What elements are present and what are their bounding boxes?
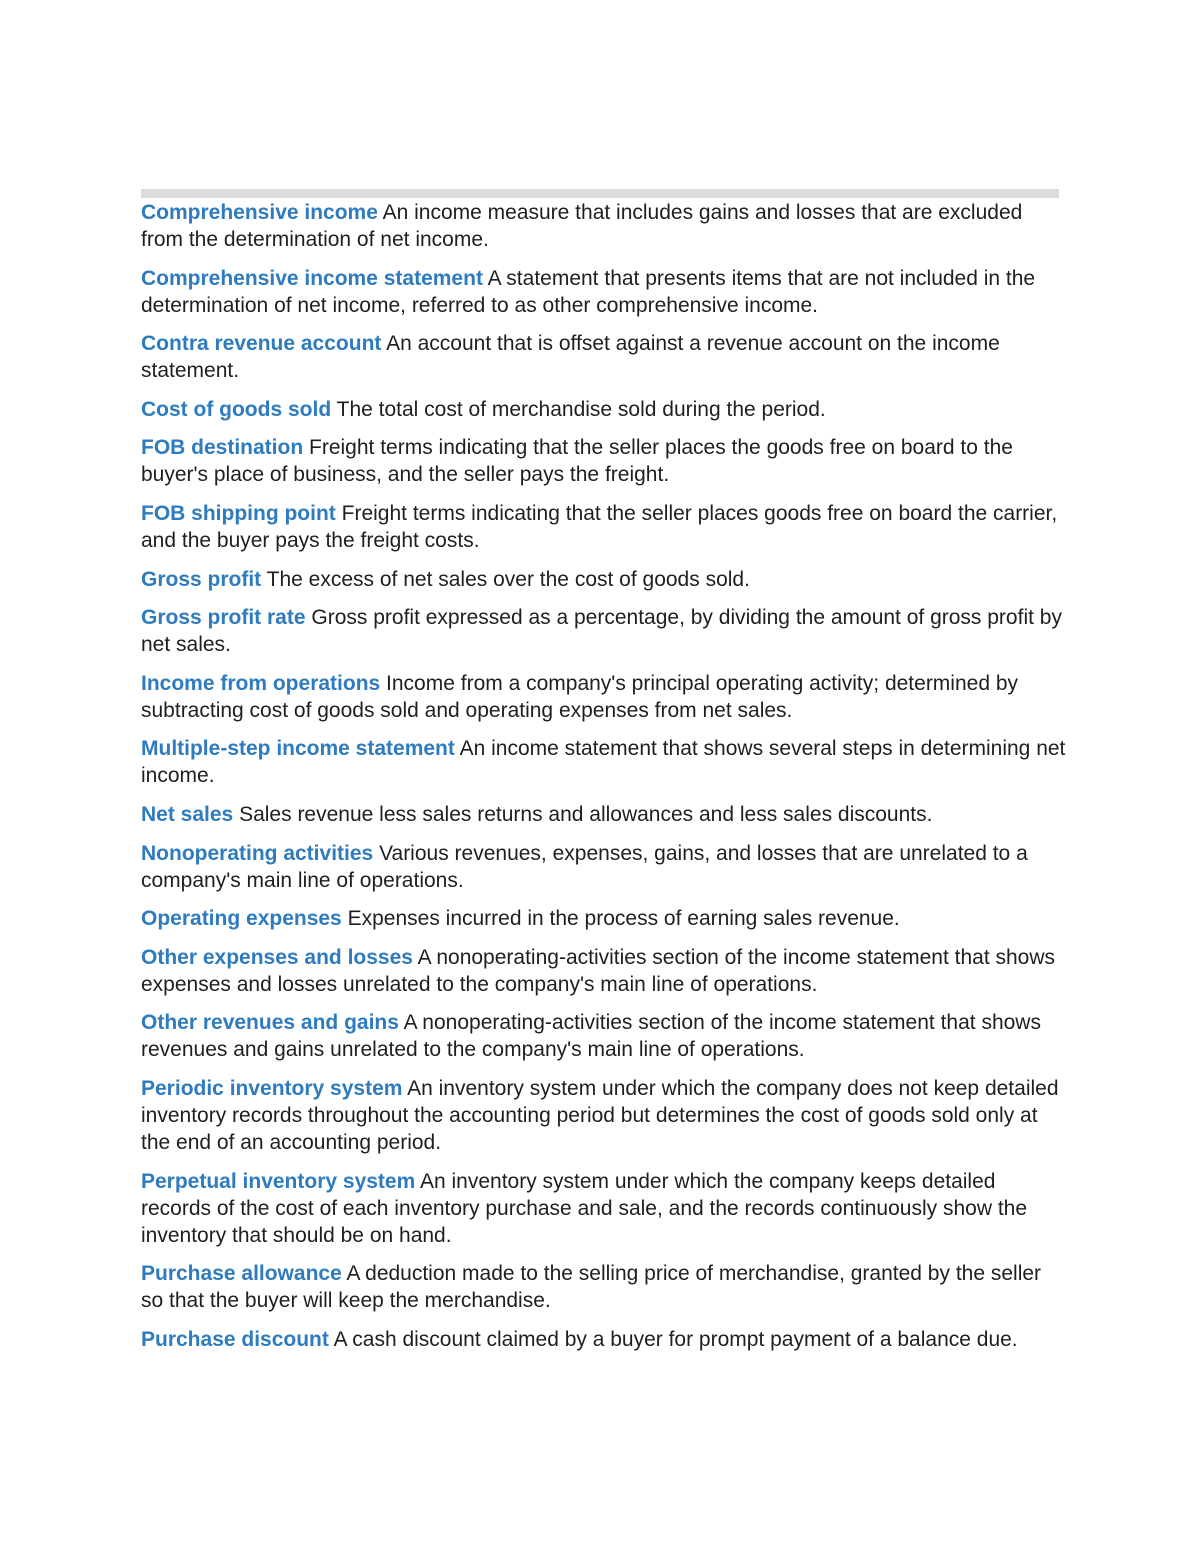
glossary-entry xyxy=(141,434,1066,488)
glossary-term: Purchase discount xyxy=(141,1327,329,1351)
glossary-term: Net sales xyxy=(141,802,234,826)
glossary-term: Cost of goods sold xyxy=(141,397,332,421)
glossary-term: Comprehensive income statement xyxy=(141,266,483,290)
glossary-term: Perpetual inventory system xyxy=(141,1169,416,1193)
glossary-definition: Income from a company's principal operating activity; determined by subtracting cost of goods sold and operating expenses from net sales. xyxy=(141,671,1019,722)
glossary-entry xyxy=(141,944,1066,998)
glossary-entry xyxy=(141,265,1066,319)
glossary-definition: Sales revenue less sales returns and allowances and less sales discounts. xyxy=(239,802,933,826)
glossary-term: Other revenues and gains xyxy=(141,1011,399,1035)
glossary-term: Income from operations xyxy=(141,671,381,695)
glossary-definition: Freight terms indicating that the seller places the goods free on board to the buyer's place of business, and the seller pays the freight. xyxy=(141,436,1013,487)
glossary-definition: A statement that presents items that are not included in the determination of net income, referred to as other comprehensive income. xyxy=(141,266,1036,317)
glossary-term: Periodic inventory system xyxy=(141,1076,403,1100)
glossary-definition: Freight terms indicating that the seller places goods free on board the carrier, and the buyer pays the freight costs. xyxy=(141,501,1058,552)
glossary-list xyxy=(141,199,1066,1364)
glossary-definition: An income measure that includes gains and losses that are excluded from the determination of net income. xyxy=(141,201,1023,251)
glossary-entry xyxy=(141,330,1066,384)
glossary-term: Contra revenue account xyxy=(141,332,382,356)
glossary-definition: An income statement that shows several steps in determining net income. xyxy=(141,737,1066,788)
glossary-entry xyxy=(141,1168,1066,1249)
glossary-term: Other expenses and losses xyxy=(141,945,413,969)
glossary-definition: An inventory system under which the company does not keep detailed inventory records throughout the accounting period but determines the cost of goods sold only at the end of an accounting period. xyxy=(141,1076,1059,1154)
glossary-entry xyxy=(141,735,1066,789)
glossary-entry xyxy=(141,199,1066,253)
glossary-term: Gross profit rate xyxy=(141,606,306,630)
glossary-definition: An inventory system under which the company keeps detailed records of the cost of each inventory purchase and sale, and the records continuously show the inventory that should be on hand. xyxy=(141,1169,1028,1247)
glossary-entry xyxy=(141,905,1066,932)
top-divider xyxy=(141,189,1059,198)
glossary-definition: The total cost of merchandise sold during the period. xyxy=(336,397,826,421)
glossary-definition: Various revenues, expenses, gains, and losses that are unrelated to a company's main line of operations. xyxy=(141,841,1028,892)
glossary-term: FOB shipping point xyxy=(141,501,336,525)
glossary-definition: The excess of net sales over the cost of goods sold. xyxy=(266,567,750,591)
glossary-entry xyxy=(141,670,1066,724)
glossary-entry xyxy=(141,1009,1066,1063)
glossary-definition: Expenses incurred in the process of earning sales revenue. xyxy=(347,907,900,931)
glossary-entry xyxy=(141,1260,1066,1314)
glossary-definition: A nonoperating-activities section of the income statement that shows expenses and losses unrelated to the company's main line of operations. xyxy=(141,945,1056,996)
glossary-term: FOB destination xyxy=(141,436,304,460)
glossary-term: Comprehensive income xyxy=(141,201,378,224)
glossary-entry xyxy=(141,1326,1066,1353)
glossary-entry xyxy=(141,604,1066,658)
glossary-term: Purchase allowance xyxy=(141,1262,342,1286)
glossary-term: Multiple-step income statement xyxy=(141,737,455,761)
glossary-entry xyxy=(141,500,1066,554)
glossary-definition: A cash discount claimed by a buyer for prompt payment of a balance due. xyxy=(333,1327,1018,1351)
glossary-definition: A nonoperating-activities section of the income statement that shows revenues and gains unrelated to the company's main line of operations. xyxy=(141,1011,1041,1062)
glossary-term: Nonoperating activities xyxy=(141,841,374,865)
glossary-entry xyxy=(141,566,1066,593)
glossary-term: Gross profit xyxy=(141,567,262,591)
glossary-definition: An account that is offset against a revenue account on the income statement. xyxy=(141,332,1000,383)
glossary-entry xyxy=(141,801,1066,828)
glossary-entry xyxy=(141,1075,1066,1156)
glossary-definition: Gross profit expressed as a percentage, by dividing the amount of gross profit by net sales. xyxy=(141,606,1062,657)
glossary-term: Operating expenses xyxy=(141,907,342,931)
glossary-definition: A deduction made to the selling price of merchandise, granted by the seller so that the buyer will keep the merchandise. xyxy=(141,1262,1042,1313)
glossary-entry xyxy=(141,396,1066,423)
glossary-entry xyxy=(141,840,1066,894)
